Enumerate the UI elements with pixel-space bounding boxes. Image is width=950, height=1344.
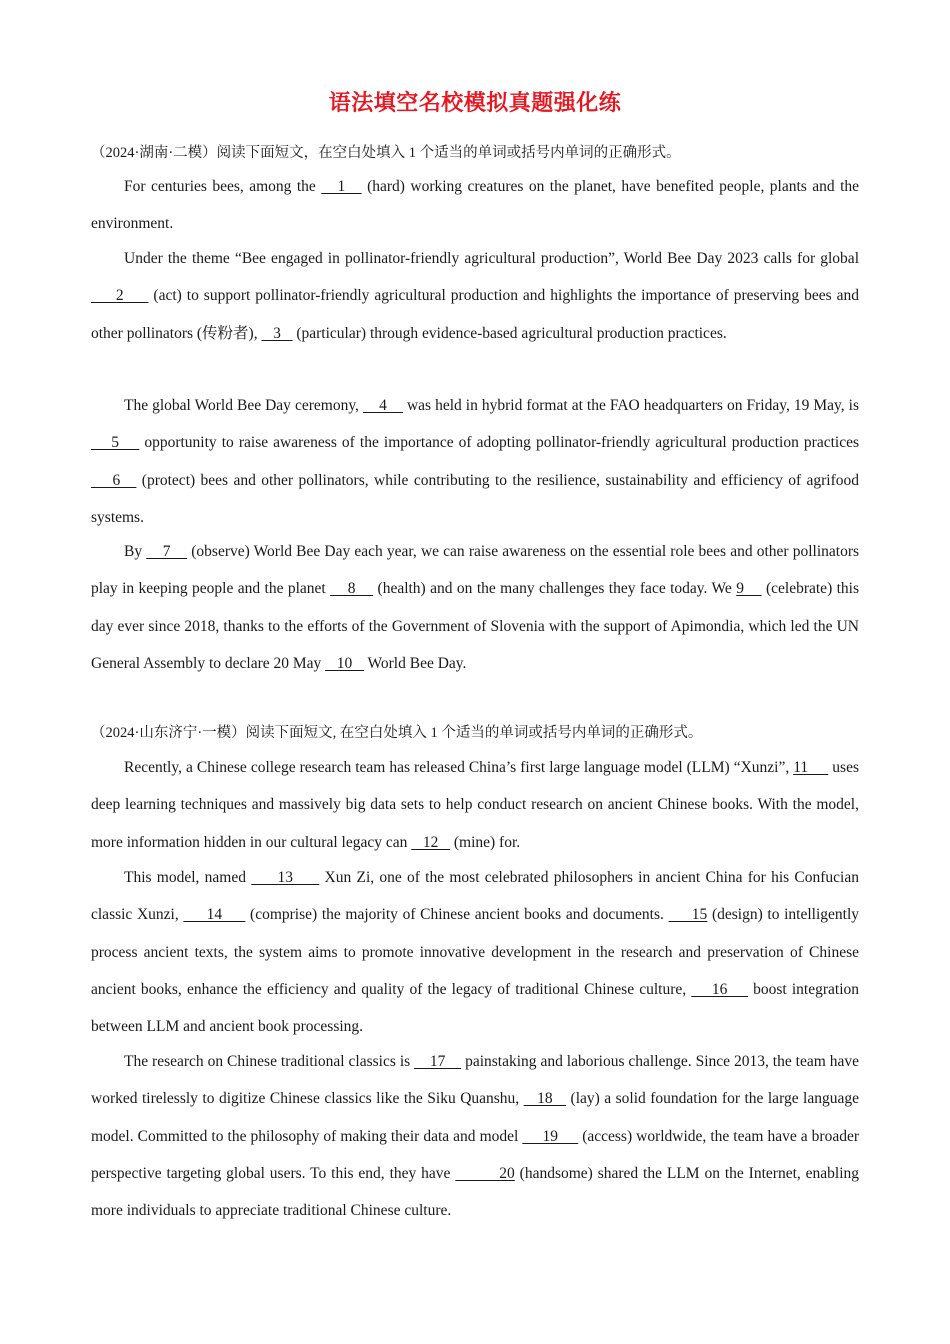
paragraph-text: This model, named [124, 869, 252, 886]
section-2-instruction: （2024·山东济宁·一模）阅读下面短文, 在空白处填入 1 个适当的单词或括号内单词的正确形式。 [91, 725, 703, 741]
paragraph-text: (comprise) the majority of Chinese ancient books and documents. [245, 906, 669, 924]
paragraph-text: (observe) World Bee Day each year, we can raise awareness on the essential role bees and other pollinators play in keeping people and the planet [91, 543, 860, 598]
paragraph-text: (health) and on the many challenges they face today. We [373, 580, 737, 598]
section-1-paragraph-4 [91, 533, 859, 682]
paragraph-text: (protect) bees and other pollinators, while contributing to the resilience, sustainability and efficiency of agrifood systems. [91, 471, 860, 526]
paragraph-text: opportunity to raise awareness of the importance of adopting pollinator-friendly agricultural production practices [139, 434, 860, 452]
answer-blank[interactable]: 20 [455, 1164, 515, 1182]
paragraph-text: For centuries bees, among the [124, 178, 322, 195]
paragraph-text: (design) to intelligently process ancient texts, the system aims to promote innovative development in the research and preservation of Chinese ancient books, enhance the efficiency and quality of the legacy of traditional Chinese culture, [91, 906, 860, 998]
answer-blank[interactable]: 13 [251, 869, 320, 886]
paragraph-text: (access) worldwide, the team have a broader perspective targeting global users. To this end, they have [91, 1127, 859, 1182]
section-1-paragraph-2 [91, 240, 859, 352]
paragraph-text: (hard) working creatures on the planet, have benefited people, plants and the environment. [91, 178, 860, 233]
paragraph-text: was held in hybrid format at the FAO headquarters on Friday, 19 May, is [402, 397, 860, 414]
paragraph-text: The global World Bee Day ceremony, [124, 397, 363, 414]
section-1-paragraph-3 [91, 387, 859, 536]
answer-blank[interactable]: 12 [411, 833, 450, 851]
paragraph-text: (handsome) shared the LLM on the Internet, enabling more individuals to appreciate traditional Chinese culture. [91, 1164, 860, 1220]
answer-blank[interactable]: 8 [330, 580, 374, 598]
answer-blank[interactable]: 19 [522, 1127, 579, 1145]
answer-blank[interactable]: 4 [362, 397, 403, 414]
paragraph-text: The research on Chinese traditional classics is [124, 1053, 415, 1070]
paragraph-text: (particular) through evidence-based agricultural production practices. [292, 324, 727, 342]
paragraph-text: boost integration between LLM and ancient book processing. [91, 980, 859, 1036]
paragraph-text: uses deep learning techniques and massively big data sets to help conduct research on ancient Chinese books. With the model, more information hidden in our cultural legacy can [91, 759, 859, 851]
section-2-paragraph-3 [91, 1043, 859, 1229]
answer-blank[interactable]: 18 [523, 1090, 567, 1108]
answer-blank[interactable]: 7 [146, 543, 188, 560]
paragraph-text: (lay) a solid foundation for the large language model. Committed to the philosophy of making their data and model [91, 1090, 860, 1145]
answer-blank[interactable]: 3 [261, 324, 293, 342]
section-2-paragraph-2 [91, 859, 859, 1045]
section-2-paragraph-1 [91, 749, 859, 861]
paragraph-text: World Bee Day. [363, 654, 467, 672]
answer-blank[interactable]: 5 [91, 434, 140, 452]
answer-blank[interactable]: 2 [91, 287, 149, 305]
paragraph-text: Under the theme “Bee engaged in pollinator-friendly agricultural production”, World Bee Day 2023 calls for global [124, 250, 859, 267]
answer-blank[interactable]: 6 [91, 471, 137, 489]
paragraph-text: Xun Zi, one of the most celebrated philosophers in ancient China for his Confucian classic Xunzi, [91, 869, 859, 924]
answer-blank[interactable]: 10 [325, 654, 364, 672]
paragraph-text: By [124, 543, 147, 560]
section-1-paragraph-1 [91, 168, 859, 243]
page-title: 语法填空名校模拟真题强化练 [328, 91, 622, 116]
paragraph-text: Recently, a Chinese college research team has released China’s first large language model (LLM) “Xunzi”, [124, 759, 794, 776]
answer-blank[interactable]: 14 [183, 906, 246, 924]
answer-blank[interactable]: 16 [691, 980, 748, 998]
paragraph-text: (act) to support pollinator-friendly agricultural production and highlights the importance of preserving bees and other pollinators (传粉者), [91, 287, 859, 342]
answer-blank[interactable]: 1 [321, 178, 362, 195]
paragraph-text: (mine) for. [449, 833, 521, 851]
answer-blank[interactable]: 17 [414, 1053, 462, 1070]
answer-blank[interactable]: 11 [793, 759, 829, 776]
answer-blank[interactable]: 15 [668, 906, 708, 924]
paragraph-text: painstaking and laborious challenge. Since 2013, the team have worked tirelessly to digitize Chinese classics like the Siku Quanshu, [91, 1053, 860, 1108]
answer-blank[interactable]: 9 [736, 580, 762, 598]
section-1-instruction: （2024·湖南·二模）阅读下面短文，在空白处填入 1 个适当的单词或括号内单词的正确形式。 [91, 145, 681, 161]
paragraph-text: (celebrate) this day ever since 2018, thanks to the efforts of the Government of Slovenia with the support of Apimondia, which led the UN General Assembly to declare 20 May [91, 580, 860, 672]
